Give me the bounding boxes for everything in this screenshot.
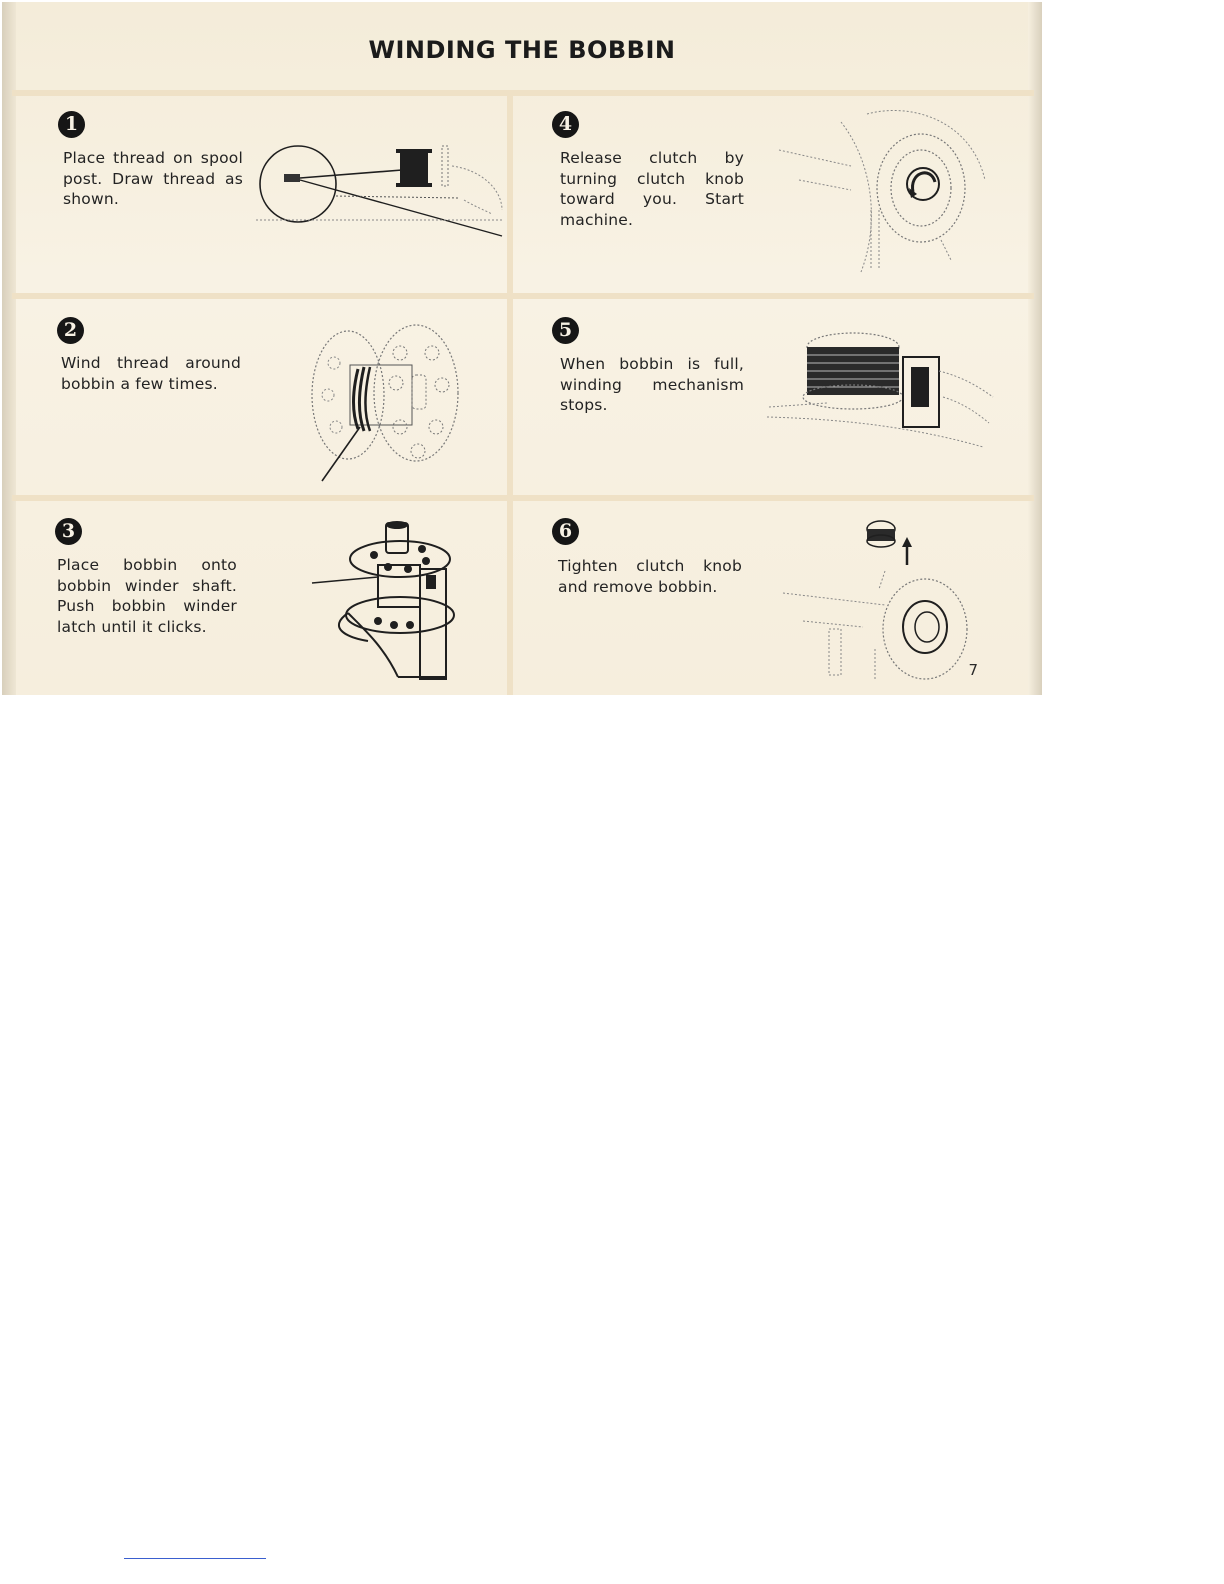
page-title: WINDING THE BOBBIN <box>368 36 676 64</box>
step-instruction-text: Place thread on spool post. Draw thread as shown. <box>63 149 243 208</box>
step-number-badge: 1 <box>58 111 85 138</box>
step-number-badge: 4 <box>552 111 579 138</box>
spool-post-threading-illustration <box>252 140 504 240</box>
step-panel-3 <box>14 501 507 695</box>
step-panel-5 <box>513 299 1034 495</box>
step-panel-1 <box>14 96 507 293</box>
step-instruction-text: Wind thread around bobbin a few times. <box>61 354 241 393</box>
step-instruction-text: Tighten clutch knob and remove bobbin. <box>558 557 742 596</box>
clutch-knob-illustration <box>771 100 991 280</box>
step-panel-6 <box>513 501 1034 695</box>
remove-bobbin-illustration <box>775 509 975 689</box>
step-number-badge: 2 <box>57 317 84 344</box>
step-instruction-text: When bobbin is full, winding mechanism stops. <box>560 355 744 414</box>
step-number-badge: 5 <box>552 317 579 344</box>
page-number: 7 <box>968 661 978 679</box>
step-instruction-text: Release clutch by turning clutch knob toward you. Start machine. <box>560 149 744 229</box>
manual-page-scan <box>2 2 1042 695</box>
footer-rule <box>124 1558 266 1559</box>
bobbin-wind-illustration <box>300 323 470 483</box>
step-number-badge: 6 <box>552 518 579 545</box>
step-panel-2 <box>14 299 507 495</box>
bobbin-winder-shaft-illustration <box>308 517 458 681</box>
step-number-badge: 3 <box>55 518 82 545</box>
full-bobbin-illustration <box>763 327 995 453</box>
step-instruction-text: Place bobbin onto bobbin winder shaft. Push bobbin winder latch until it clicks. <box>57 556 237 636</box>
step-panel-4 <box>513 96 1034 293</box>
